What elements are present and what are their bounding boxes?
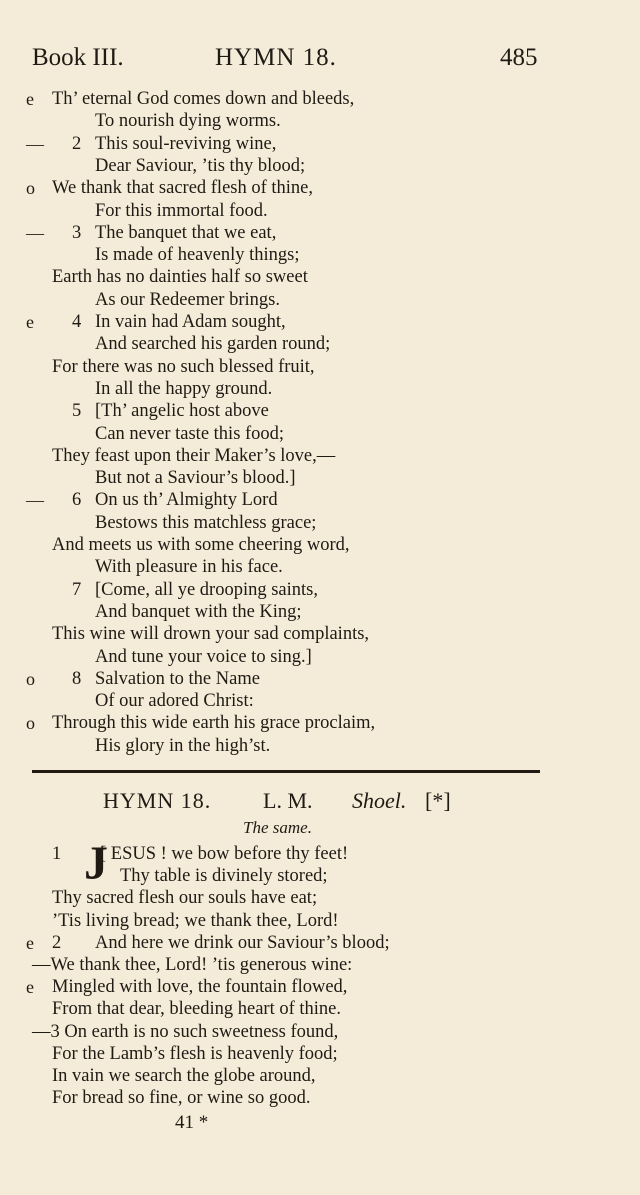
verse-line [0, 311, 640, 333]
dynamic-mark: — [26, 490, 44, 511]
verse-text: And here we drink our Saviour’s blood; [95, 932, 390, 953]
verse-text: Earth has no dainties half so sweet [52, 267, 308, 288]
book-label: Book III. [32, 44, 124, 71]
hymn-2-meter: L. M. [263, 788, 313, 813]
verse-text: Dear Saviour, ’tis thy blood; [95, 155, 306, 176]
verse-text: —We thank thee, Lord! ’tis generous wine: [32, 955, 353, 975]
verse-line [0, 400, 640, 422]
verse-text: For bread so fine, or wine so good. [52, 1088, 311, 1109]
dynamic-mark: e [26, 312, 34, 332]
signature-mark: 41 * [175, 1112, 209, 1133]
verse-line [0, 1043, 640, 1065]
dynamic-mark: o [26, 178, 35, 199]
verse-line [0, 646, 640, 668]
verse-line [0, 887, 640, 909]
hymn-2-mark: [*] [425, 788, 451, 813]
verse-text: Mingled with love, the fountain flowed, [52, 977, 348, 998]
verse-line [0, 579, 640, 601]
verse-line [0, 489, 640, 511]
verse-text: For this immortal food. [95, 200, 268, 221]
stanza-number: 6 [72, 490, 82, 511]
stanza-number: 5 [72, 401, 82, 422]
verse-line [0, 843, 640, 865]
stanza-number: 2 [52, 932, 62, 953]
dynamic-mark: — [26, 222, 44, 243]
verse-line [0, 356, 640, 378]
verse-text: And banquet with the King; [95, 601, 302, 622]
verse-line [0, 1021, 640, 1043]
stanza-number: 3 [72, 222, 82, 243]
hymn-label: HYMN 18. [215, 44, 337, 71]
verse-text: Of our adored Christ: [95, 691, 254, 712]
verse-text: This soul-reviving wine, [95, 133, 277, 154]
verse-line [0, 534, 640, 556]
verse-line [0, 712, 640, 734]
verse-line [0, 155, 640, 177]
verse-line [0, 378, 640, 400]
verse-text: They feast upon their Maker’s love,— [52, 445, 336, 466]
verse-line [0, 932, 640, 954]
verse-line [0, 512, 640, 534]
verse-line [0, 110, 640, 132]
verse-line [0, 423, 640, 445]
verse-text: Is made of heavenly things; [95, 245, 300, 266]
verse-line [0, 177, 640, 199]
verse-text: For the Lamb’s flesh is heavenly food; [52, 1043, 338, 1064]
hymn-2-subtitle: The same. [243, 818, 312, 837]
verse-text: [ ESUS ! we bow before thy feet! [100, 844, 349, 864]
section-divider [32, 770, 540, 773]
stanza-number: 4 [72, 312, 82, 332]
verse-line [0, 1087, 640, 1109]
verse-line [0, 289, 640, 311]
verse-text: Can never taste this food; [95, 423, 285, 444]
verse-line [0, 910, 640, 932]
verse-line [0, 222, 640, 244]
verse-text: As our Redeemer brings. [95, 289, 280, 310]
verse-text: Bestows this matchless grace; [95, 512, 317, 533]
stanza-number: 2 [72, 133, 82, 154]
verse-text: From that dear, bleeding heart of thine. [52, 999, 341, 1020]
verse-text: In vain we search the globe around, [52, 1066, 316, 1086]
verse-text: His glory in the high’st. [95, 735, 271, 756]
stanza-number: 1 [52, 844, 62, 864]
verse-line [0, 333, 640, 355]
verse-line [0, 623, 640, 645]
verse-line [0, 445, 640, 467]
verse-line [0, 467, 640, 489]
verse-line [0, 556, 640, 578]
running-header [0, 44, 640, 78]
verse-text: On us th’ Almighty Lord [95, 490, 278, 511]
verse-line [0, 976, 640, 998]
dynamic-mark: e [26, 932, 34, 953]
verse-line [0, 200, 640, 222]
verse-text: In all the happy ground. [95, 378, 273, 399]
hymn-2-heading [0, 788, 640, 816]
hymn-2-title: HYMN 18. [103, 788, 212, 813]
verse-text: With pleasure in his face. [95, 557, 283, 578]
dynamic-mark: e [26, 977, 34, 998]
verse-text: [Th’ angelic host above [95, 401, 269, 422]
verse-text: [Come, all ye drooping saints, [95, 579, 318, 600]
verse-line [0, 690, 640, 712]
dynamic-mark: — [26, 133, 44, 154]
verse-text: In vain had Adam sought, [95, 312, 286, 332]
drop-cap: J [84, 837, 108, 890]
verse-text: For there was no such blessed fruit, [52, 356, 315, 377]
verse-text: To nourish dying worms. [95, 111, 281, 132]
verse-text: ’Tis living bread; we thank thee, Lord! [52, 910, 339, 931]
stanza-number: 7 [72, 579, 82, 600]
verse-text: Through this wide earth his grace proclaim, [52, 713, 376, 734]
verse-line [0, 998, 640, 1020]
verse-line [0, 735, 640, 757]
dynamic-mark: o [26, 713, 35, 734]
verse-text: Salvation to the Name [95, 668, 260, 689]
verse-text: This wine will drown your sad complaints, [52, 624, 370, 645]
verse-text: The banquet that we eat, [95, 222, 277, 243]
verse-line [0, 865, 640, 887]
verse-text: And searched his garden round; [95, 334, 331, 355]
page-number: 485 [500, 44, 538, 71]
verse-text: Thy table is divinely stored; [120, 866, 328, 887]
verse-line [0, 266, 640, 288]
verse-line [0, 133, 640, 155]
verse-text: —3 On earth is no such sweetness found, [32, 1021, 339, 1042]
verse-text: Th’ eternal God comes down and bleeds, [52, 89, 355, 109]
verse-text: And tune your voice to sing.] [95, 646, 312, 667]
verse-text: And meets us with some cheering word, [52, 535, 350, 555]
verse-line [0, 954, 640, 976]
verse-line [0, 1065, 640, 1087]
hymn-2-tune: Shoel. [352, 788, 407, 813]
dynamic-mark: o [26, 668, 35, 689]
verse-line [0, 88, 640, 110]
verse-text: But not a Saviour’s blood.] [95, 468, 296, 489]
verse-text: We thank that sacred flesh of thine, [52, 178, 314, 199]
verse-line [0, 668, 640, 690]
verse-line [0, 601, 640, 623]
stanza-number: 8 [72, 668, 82, 689]
verse-text: Thy sacred flesh our souls have eat; [52, 888, 318, 909]
dynamic-mark: e [26, 89, 34, 109]
verse-line [0, 244, 640, 266]
